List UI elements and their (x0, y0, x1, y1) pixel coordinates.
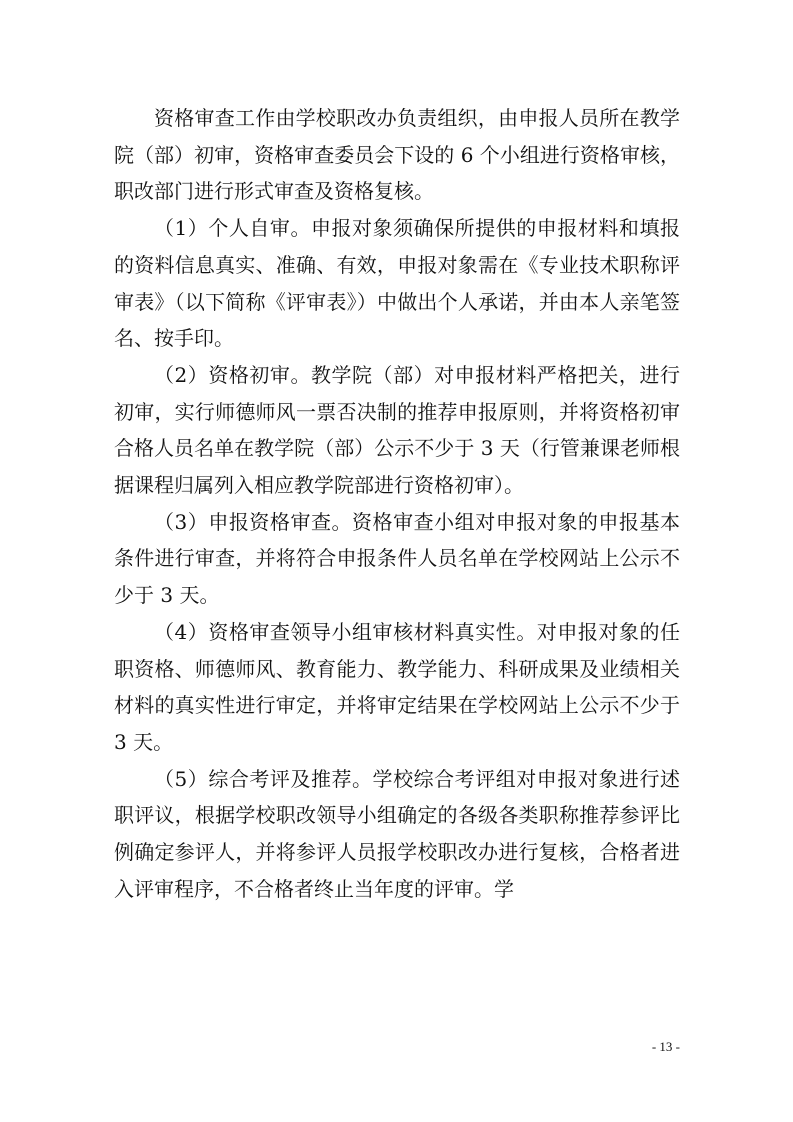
paragraph-intro: 资格审查工作由学校职改办负责组织，由申报人员所在教学院（部）初审，资格审查委员会下设的 6 个小组进行资格审核，职改部门进行形式审查及资格复核。 (114, 106, 680, 204)
paragraph-step-4: （4）资格审查领导小组审核材料真实性。对申报对象的任职资格、师德师风、教育能力、教学能力、科研成果及业绩相关材料的真实性进行审定，并将审定结果在学校网站上公示不少于 3 天。 (114, 619, 680, 754)
paragraph-step-5: （5）综合考评及推荐。学校综合考评组对申报对象进行述职评议，根据学校职改领导小组确定的各级各类职称推荐参评比例确定参评人，并将参评人员报学校职改办进行复核，合格者进入评审程序，不合格者终止当年度的评审。学 (114, 766, 680, 901)
body-text (114, 100, 680, 907)
paragraph-step-2: （2）资格初审。教学院（部）对申报材料严格把关，进行初审，实行师德师风一票否决制的推荐申报原则，并将资格初审合格人员名单在教学院（部）公示不少于 3 天（行管兼课老师根据课程归属列入相应教学院部进行资格初审）。 (114, 362, 680, 498)
page-number: - 13 - (651, 1039, 680, 1054)
paragraph-step-3: （3）申报资格审查。资格审查小组对申报对象的申报基本条件进行审查，并将符合申报条件人员名单在学校网站上公示不少于 3 天。 (114, 509, 680, 608)
paragraph-step-1: （1）个人自审。申报对象须确保所提供的申报材料和填报的资料信息真实、准确、有效，申报对象需在《专业技术职称评审表》（以下简称《评审表》）中做出个人承诺，并由本人亲笔签名、按手印。 (114, 216, 680, 351)
